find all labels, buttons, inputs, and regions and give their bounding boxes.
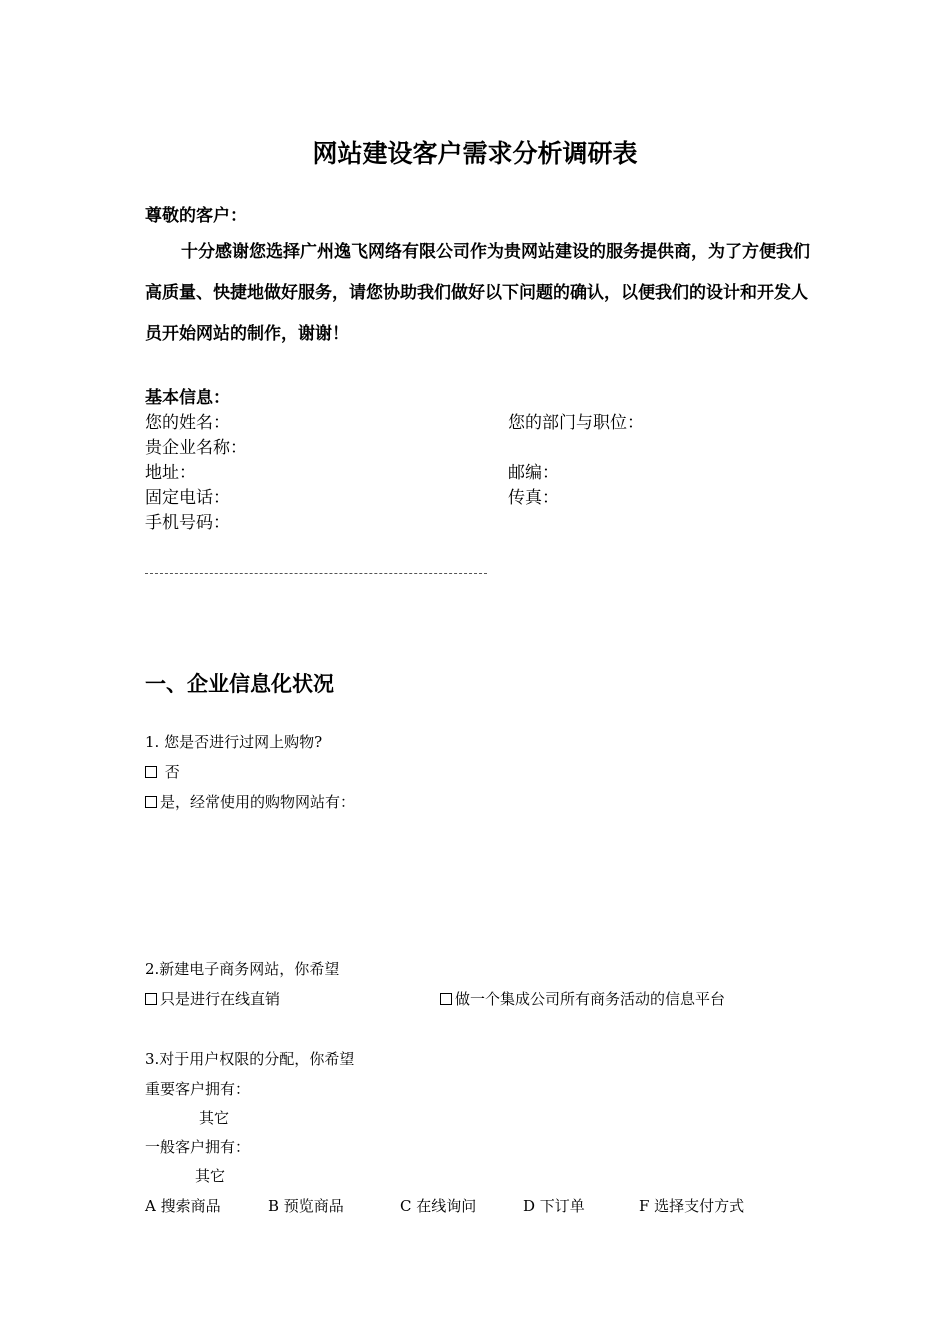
intro-paragraph: 十分感谢您选择广州逸飞网络有限公司作为贵网站建设的服务提供商，为了方便我们高质量、快捷地做好服务，请您协助我们做好以下问题的确认，以便我们的设计和开发人员开始网站的制作，谢谢！ (145, 242, 810, 344)
department-field-label: 您的部门与职位： (508, 413, 644, 433)
permission-option-a: A 搜索商品 (145, 1197, 221, 1215)
phone-field-label: 固定电话： (145, 488, 230, 508)
option-integrated-platform-label: 做一个集成公司所有商务活动的信息平台 (455, 990, 726, 1008)
option-direct-sales[interactable] (145, 988, 280, 1009)
other-label-1: 其它 (199, 1109, 230, 1127)
permission-option-d: D 下订单 (523, 1197, 585, 1215)
important-customer-label: 重要客户拥有： (145, 1080, 251, 1098)
name-field-label: 您的姓名： (145, 413, 230, 433)
option-no[interactable] (145, 761, 180, 782)
option-no-label: 否 (164, 763, 180, 781)
question-3: 3.对于用户权限的分配，你希望 (145, 1050, 355, 1068)
postcode-field-label: 邮编： (508, 463, 559, 483)
checkbox-icon[interactable] (145, 993, 157, 1005)
fax-field-label: 传真： (508, 488, 559, 508)
option-yes[interactable] (145, 791, 355, 812)
permission-option-f: F 选择支付方式 (639, 1197, 745, 1215)
option-direct-sales-label: 只是进行在线直销 (160, 990, 281, 1008)
basic-info-title: 基本信息： (145, 388, 230, 408)
option-integrated-platform[interactable] (440, 988, 725, 1009)
permission-option-c: C 在线询问 (400, 1197, 477, 1215)
mobile-field-label: 手机号码： (145, 513, 230, 533)
option-yes-label: 是，经常使用的购物网站有： (160, 793, 356, 811)
question-1: 1. 您是否进行过网上购物? (145, 733, 323, 751)
dotted-divider (145, 573, 487, 574)
checkbox-icon[interactable] (145, 766, 157, 778)
address-field-label: 地址： (145, 463, 196, 483)
checkbox-icon[interactable] (145, 796, 157, 808)
checkbox-icon[interactable] (440, 993, 452, 1005)
question-2: 2.新建电子商务网站，你希望 (145, 960, 340, 978)
other-label-2: 其它 (195, 1167, 226, 1185)
section-1-title: 一、企业信息化状况 (145, 672, 334, 696)
company-field-label: 贵企业名称： (145, 438, 247, 458)
permission-option-b: B 预览商品 (268, 1197, 344, 1215)
greeting: 尊敬的客户： (145, 206, 247, 226)
general-customer-label: 一般客户拥有： (145, 1138, 251, 1156)
page-title: 网站建设客户需求分析调研表 (312, 139, 638, 168)
